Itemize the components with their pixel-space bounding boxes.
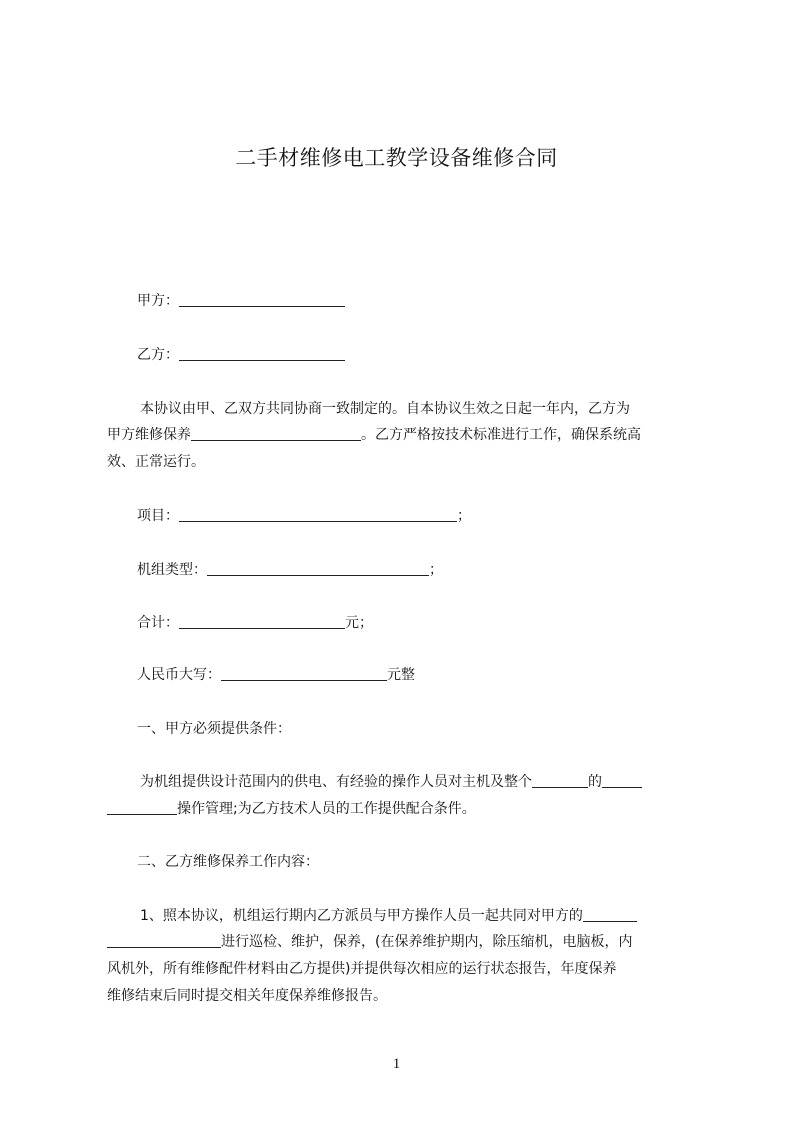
project-line <box>137 507 471 525</box>
system-name-blank-end[interactable] <box>107 800 177 815</box>
intro-line-2-prefix: 甲方维修保养 <box>107 427 191 443</box>
rmb-label: 人民币大写： <box>137 667 221 683</box>
item-1-line-2-suffix: 进行巡检、维护，保养，(在保养维护期内，除压缩机，电脑板，内 <box>221 934 633 950</box>
section-1-heading: 一、甲方必须提供条件： <box>137 721 291 737</box>
page-number: 1 <box>392 1056 401 1072</box>
system-blank[interactable] <box>532 773 588 788</box>
unit-type-line <box>137 561 443 579</box>
item-1-line-1-text: 1、照本协议，机组运行期内乙方派员与甲方操作人员一起共同对甲方的 <box>140 908 583 924</box>
section-1-line-1-prefix: 为机组提供设计范围内的供电、有经验的操作人员对主机及整个 <box>140 774 532 790</box>
section-2-heading: 二、乙方维修保养工作内容： <box>137 854 319 870</box>
section-1-line-2 <box>107 800 476 818</box>
project-end: ； <box>457 508 471 524</box>
intro-line-2 <box>107 426 641 444</box>
rmb-line <box>137 666 415 684</box>
rmb-unit: 元整 <box>387 667 415 683</box>
party-a-blank[interactable] <box>179 292 345 307</box>
party-b-blank[interactable] <box>179 346 345 361</box>
section-1-line-1-mid: 的 <box>588 774 602 790</box>
intro-line-3: 效、正常运行。 <box>107 454 205 470</box>
equipment-blank-start[interactable] <box>583 907 637 922</box>
party-a-line <box>137 292 345 310</box>
section-1-line-2-suffix: 操作管理;为乙方技术人员的工作提供配合条件。 <box>177 801 476 817</box>
party-a-label: 甲方： <box>137 293 179 309</box>
rmb-blank[interactable] <box>221 666 387 681</box>
total-unit: 元； <box>345 615 373 631</box>
party-b-line <box>137 346 345 364</box>
intro-line-2-suffix: 。乙方严格按技术标准进行工作，确保系统高 <box>361 427 641 443</box>
unit-type-blank[interactable] <box>207 561 429 576</box>
total-blank[interactable] <box>179 614 345 629</box>
section-2-item-1-line-1 <box>140 907 637 925</box>
total-line <box>137 614 373 632</box>
section-2-item-1-line-3: 风机外，所有维修配件材料由乙方提供)并提供每次相应的运行状态报告，年度保养 <box>107 961 617 977</box>
party-b-label: 乙方： <box>137 347 179 363</box>
total-label: 合计： <box>137 615 179 631</box>
section-2-item-1-line-4: 维修结束后同时提交相关年度保养维修报告。 <box>107 988 387 1004</box>
maintenance-object-blank[interactable] <box>191 426 361 441</box>
unit-type-end: ； <box>429 562 443 578</box>
project-label: 项目： <box>137 508 179 524</box>
intro-line-1: 本协议由甲、乙双方共同协商一致制定的。自本协议生效之日起一年内，乙方为 <box>140 401 630 417</box>
project-blank[interactable] <box>179 507 457 522</box>
section-2-item-1-line-2 <box>107 933 632 951</box>
system-name-blank-start[interactable] <box>602 773 642 788</box>
document-title: 二手材维修电工教学设备维修合同 <box>235 146 558 170</box>
unit-type-label: 机组类型： <box>137 562 207 578</box>
equipment-blank-end[interactable] <box>107 933 221 948</box>
section-1-line-1 <box>140 773 642 791</box>
